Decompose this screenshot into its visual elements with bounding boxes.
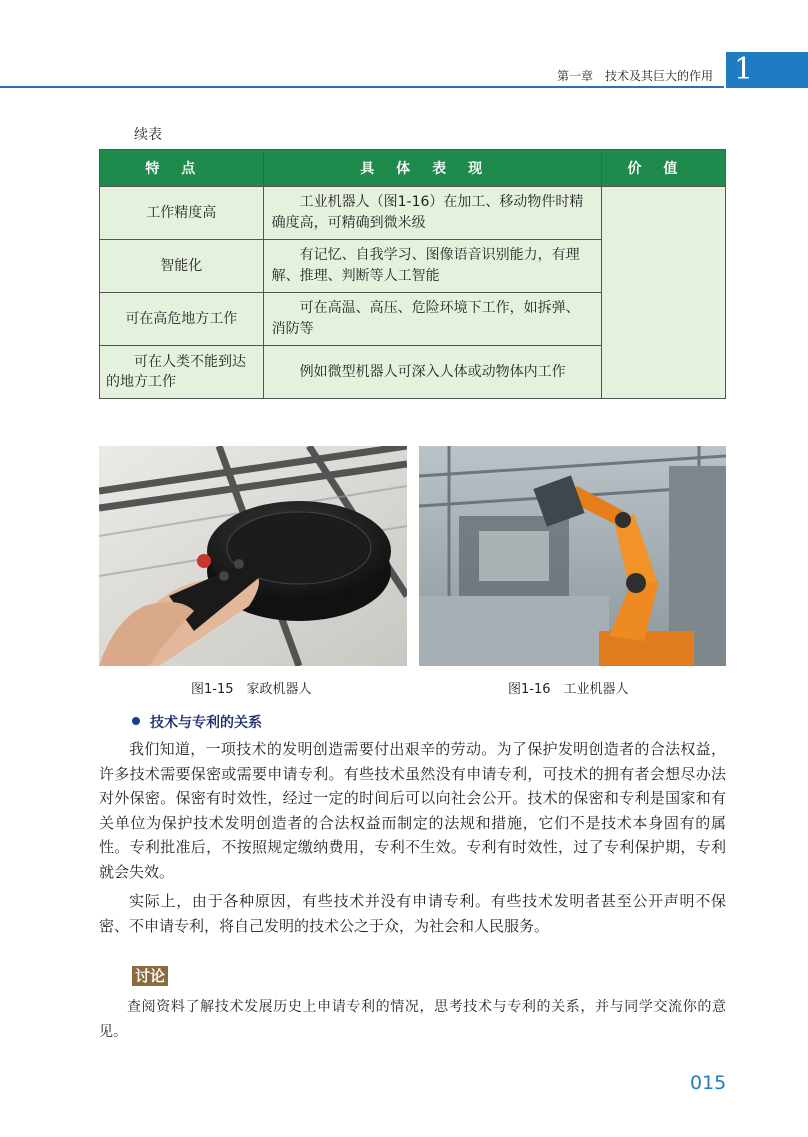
feature-cell: 可在高危地方工作 xyxy=(100,293,264,346)
feature-cell: 可在人类不能到达的地方工作 xyxy=(100,346,264,399)
header-divider xyxy=(0,86,724,88)
page-number: 015 xyxy=(690,1072,727,1094)
header-feature: 特点 xyxy=(100,150,264,187)
industrial-robot-photo xyxy=(419,446,726,666)
feature-cell: 智能化 xyxy=(100,240,264,293)
section-title-text: 技术与专利的关系 xyxy=(150,715,262,731)
bullet-icon xyxy=(132,717,140,725)
chapter-title: 第一章 技术及其巨大的作用 xyxy=(556,69,713,83)
detail-cell: 可在高温、高压、危险环境下工作，如拆弹、消防等 xyxy=(263,293,601,346)
discussion-label: 讨论 xyxy=(132,966,168,986)
table-row xyxy=(100,187,726,240)
value-cell xyxy=(601,187,725,399)
features-table xyxy=(99,149,726,399)
table-header-row xyxy=(100,150,726,187)
section-heading xyxy=(132,712,262,732)
figure-caption-1-15: 图1-15 家政机器人 xyxy=(191,682,312,697)
figure-caption-1-16: 图1-16 工业机器人 xyxy=(508,682,629,697)
body-paragraph: 实际上，由于各种原因，有些技术并没有申请专利。有些技术发明者甚至公开声明不保密、不申请专利，将自己发明的技术公之于众，为社会和人民服务。 xyxy=(99,892,726,935)
body-paragraph: 我们知道，一项技术的发明创造需要付出艰辛的劳动。为了保护发明创造者的合法权益，许多技术需要保密或需要申请专利。有些技术虽然没有申请专利，可技术的拥有者会想尽办法对外保密。保密有时效性，经过一定的时间后可以向社会公开。技术的保密和专利是国家和有关单位为保护技术发明创造者的合法权益而制定的法规和措施，它们不是技术本身固有的属性。专利批准后，不按照规定缴纳费用，专利不生效。专利有时效性，过了专利保护期，专利就会失效。 xyxy=(99,740,726,881)
table-continued-label: 续表 xyxy=(134,127,162,143)
header-value: 价值 xyxy=(601,150,725,187)
household-robot-photo xyxy=(99,446,407,666)
header-detail: 具体表现 xyxy=(263,150,601,187)
detail-cell: 工业机器人（图1-16）在加工、移动物件时精确度高，可精确到微米级 xyxy=(263,187,601,240)
detail-cell: 例如微型机器人可深入人体或动物体内工作 xyxy=(263,346,601,399)
feature-cell: 工作精度高 xyxy=(100,187,264,240)
chapter-number-badge: 1 xyxy=(726,52,808,88)
detail-cell: 有记忆、自我学习、图像语音识别能力，有理解、推理、判断等人工智能 xyxy=(263,240,601,293)
discussion-text: 查阅资料了解技术发展历史上申请专利的情况，思考技术与专利的关系，并与同学交流你的意见。 xyxy=(99,999,726,1040)
